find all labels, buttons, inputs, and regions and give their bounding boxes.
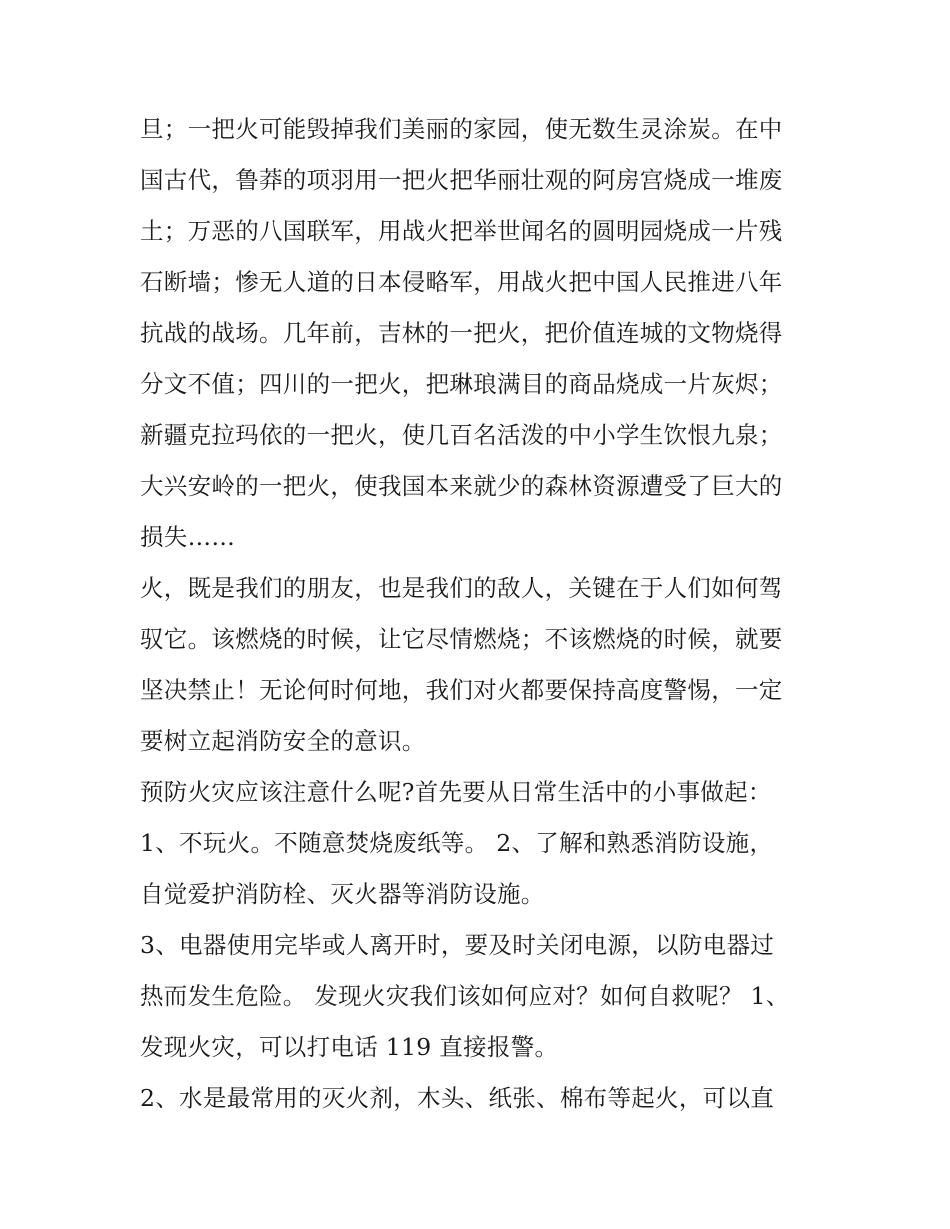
text-line: 分文不值；四川的一把火，把琳琅满目的商品烧成一片灰烬； (140, 370, 783, 398)
text-line: 3、电器使用完毕或人离开时，要及时关闭电源，以防电器过 (140, 931, 775, 959)
text-line: 土；万恶的八国联军，用战火把举世闻名的圆明园烧成一片残 (140, 217, 783, 245)
text-line: 发现火灾，可以打电话 119 直接报警。 (140, 1033, 559, 1061)
text-line: 坚决禁止！无论何时何地，我们对火都要保持高度警惕，一定 (140, 676, 783, 704)
text-line: 驭它。该燃烧的时候，让它尽情燃烧；不该燃烧的时候，就要 (140, 625, 783, 653)
text-line: 自觉爱护消防栓、灭火器等消防设施。 (140, 880, 545, 908)
text-line: 2、水是最常用的灭火剂，木头、纸张、棉布等起火，可以直 (140, 1084, 775, 1112)
text-line: 新疆克拉玛依的一把火，使几百名活泼的中小学生饮恨九泉； (140, 421, 783, 449)
text-line: 旦；一把火可能毁掉我们美丽的家园，使无数生灵涂炭。在中 (140, 115, 783, 143)
document-body (140, 104, 820, 1124)
text-line: 热而发生危险。 发现火灾我们该如何应对？如何自救呢？ 1、 (140, 982, 790, 1010)
text-line: 抗战的战场。几年前，吉林的一把火，把价值连城的文物烧得 (140, 319, 783, 347)
text-line: 要树立起消防安全的意识。 (140, 727, 426, 755)
text-line: 国古代，鲁莽的项羽用一把火把华丽壮观的阿房宫烧成一堆废 (140, 166, 783, 194)
text-line: 火，既是我们的朋友，也是我们的敌人，关键在于人们如何驾 (140, 574, 783, 602)
text-line: 石断墙；惨无人道的日本侵略军，用战火把中国人民推进八年 (140, 268, 783, 296)
text-line: 预防火灾应该注意什么呢?首先要从日常生活中的小事做起： (140, 778, 772, 806)
text-line: 损失…… (140, 523, 236, 551)
text-line: 大兴安岭的一把火，使我国本来就少的森林资源遭受了巨大的 (140, 472, 783, 500)
text-line: 1、不玩火。不随意焚烧废纸等。 2、了解和熟悉消防设施， (140, 829, 774, 857)
